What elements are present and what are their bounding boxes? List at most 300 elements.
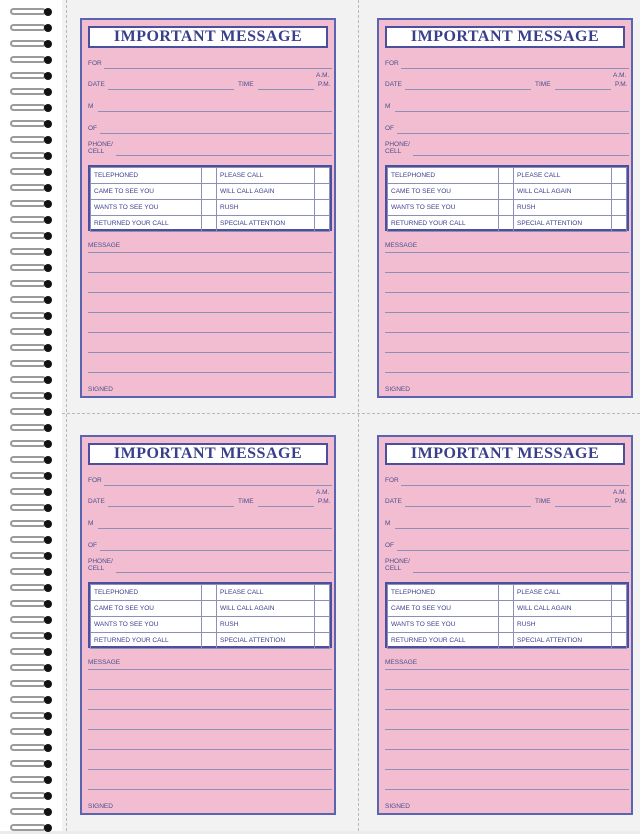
message-label: MESSAGE <box>385 659 418 666</box>
punch-hole <box>44 744 52 752</box>
spiral-coil <box>8 678 54 690</box>
punch-hole <box>44 360 52 368</box>
punch-hole <box>44 232 52 240</box>
punch-hole <box>44 536 52 544</box>
message-line[interactable] <box>385 749 629 750</box>
message-line[interactable] <box>385 292 629 293</box>
spiral-coil <box>8 22 54 34</box>
coil-wire <box>10 760 46 767</box>
check-option-label: CAME TO SEE YOU <box>91 184 202 200</box>
vertical-perforation <box>358 0 359 831</box>
spiral-coil <box>8 198 54 210</box>
date-label: DATE <box>88 498 105 505</box>
coil-wire <box>10 152 46 159</box>
check-option-label: SPECIAL ATTENTION <box>514 633 612 649</box>
spiral-coil <box>8 230 54 242</box>
message-line[interactable] <box>88 252 332 253</box>
spiral-coil <box>8 470 54 482</box>
for-line[interactable] <box>104 485 332 486</box>
message-line[interactable] <box>88 352 332 353</box>
m-label: M <box>88 103 94 110</box>
spiral-coil <box>8 454 54 466</box>
check-box[interactable] <box>612 184 627 200</box>
check-box[interactable] <box>612 585 627 601</box>
signed-label: SIGNED <box>385 803 410 810</box>
punch-hole <box>44 776 52 784</box>
message-line[interactable] <box>385 709 629 710</box>
check-box[interactable] <box>499 168 514 184</box>
time-line[interactable] <box>258 89 314 90</box>
check-option-label: TELEPHONED <box>91 585 202 601</box>
slip-title: IMPORTANT MESSAGE <box>385 443 625 465</box>
coil-wire <box>10 648 46 655</box>
message-slip <box>377 435 633 815</box>
spiral-coil <box>8 758 54 770</box>
check-option-label: RETURNED YOUR CALL <box>388 633 499 649</box>
message-line[interactable] <box>88 312 332 313</box>
checkbox-row <box>388 168 627 184</box>
signed-label: SIGNED <box>385 386 410 393</box>
spiral-coil <box>8 262 54 274</box>
date-line[interactable] <box>405 89 531 90</box>
spiral-coil <box>8 406 54 418</box>
check-option-label: PLEASE CALL <box>217 585 315 601</box>
checkbox-row <box>388 601 627 617</box>
punch-hole <box>44 56 52 64</box>
check-option-label: TELEPHONED <box>91 168 202 184</box>
coil-wire <box>10 472 46 479</box>
time-label: TIME <box>238 498 254 505</box>
coil-wire <box>10 680 46 687</box>
coil-wire <box>10 184 46 191</box>
spiral-coil <box>8 774 54 786</box>
punch-hole <box>44 280 52 288</box>
punch-hole <box>44 440 52 448</box>
time-label: TIME <box>535 498 551 505</box>
check-box[interactable] <box>499 633 514 649</box>
check-option-label: CAME TO SEE YOU <box>388 184 499 200</box>
punch-hole <box>44 552 52 560</box>
message-slip <box>377 18 633 398</box>
for-line[interactable] <box>401 485 629 486</box>
punch-hole <box>44 472 52 480</box>
signed-label: SIGNED <box>88 386 113 393</box>
spiral-coil <box>8 6 54 18</box>
coil-wire <box>10 616 46 623</box>
spiral-coil <box>8 390 54 402</box>
coil-wire <box>10 440 46 447</box>
coil-wire <box>10 824 46 831</box>
check-box[interactable] <box>315 184 330 200</box>
message-line[interactable] <box>385 272 629 273</box>
spiral-coil <box>8 822 54 834</box>
punch-hole <box>44 216 52 224</box>
check-option-label: CAME TO SEE YOU <box>388 601 499 617</box>
coil-wire <box>10 424 46 431</box>
horizontal-perforation <box>62 413 640 414</box>
spiral-coil <box>8 166 54 178</box>
spiral-coil <box>8 54 54 66</box>
check-option-label: SPECIAL ATTENTION <box>217 216 315 232</box>
spiral-coil <box>8 182 54 194</box>
for-label: FOR <box>88 477 102 484</box>
coil-wire <box>10 312 46 319</box>
check-box[interactable] <box>202 216 217 232</box>
cell-label: CELL <box>385 148 402 155</box>
coil-wire <box>10 104 46 111</box>
check-box[interactable] <box>202 200 217 216</box>
coil-wire <box>10 744 46 751</box>
message-line[interactable] <box>385 252 629 253</box>
punch-hole <box>44 664 52 672</box>
punch-hole <box>44 120 52 128</box>
check-option-label: RUSH <box>217 617 315 633</box>
phone-label: PHONE/ <box>88 141 113 148</box>
coil-wire <box>10 216 46 223</box>
of-line[interactable] <box>397 550 629 551</box>
punch-hole <box>44 728 52 736</box>
coil-wire <box>10 168 46 175</box>
coil-wire <box>10 632 46 639</box>
punch-hole <box>44 248 52 256</box>
m-label: M <box>88 520 94 527</box>
coil-wire <box>10 696 46 703</box>
spiral-coil <box>8 86 54 98</box>
of-line[interactable] <box>100 550 332 551</box>
date-label: DATE <box>385 81 402 88</box>
coil-wire <box>10 808 46 815</box>
spiral-coil <box>8 502 54 514</box>
check-option-label: RETURNED YOUR CALL <box>91 216 202 232</box>
spiral-coil <box>8 806 54 818</box>
check-option-label: CAME TO SEE YOU <box>91 601 202 617</box>
spiral-coil <box>8 278 54 290</box>
phone-line[interactable] <box>413 572 629 573</box>
spiral-coil <box>8 790 54 802</box>
checkbox-row <box>388 200 627 216</box>
date-label: DATE <box>385 498 402 505</box>
check-box[interactable] <box>202 168 217 184</box>
spiral-coil <box>8 486 54 498</box>
message-line[interactable] <box>385 729 629 730</box>
pm-label: P.M. <box>318 498 331 505</box>
m-line[interactable] <box>395 528 629 529</box>
spiral-coil <box>8 326 54 338</box>
check-box[interactable] <box>202 184 217 200</box>
check-box[interactable] <box>202 633 217 649</box>
coil-wire <box>10 264 46 271</box>
check-option-label: WILL CALL AGAIN <box>514 601 612 617</box>
cell-label: CELL <box>385 565 402 572</box>
m-line[interactable] <box>98 111 332 112</box>
spiral-coil <box>8 598 54 610</box>
coil-wire <box>10 408 46 415</box>
check-option-label: WANTS TO SEE YOU <box>91 617 202 633</box>
punch-hole <box>44 152 52 160</box>
check-box[interactable] <box>202 617 217 633</box>
spiral-coil <box>8 150 54 162</box>
checkbox-grid <box>385 165 629 231</box>
punch-hole <box>44 200 52 208</box>
check-option-label: WILL CALL AGAIN <box>217 184 315 200</box>
check-box[interactable] <box>315 216 330 232</box>
punch-hole <box>44 296 52 304</box>
checkbox-row <box>91 585 330 601</box>
punch-hole <box>44 488 52 496</box>
check-box[interactable] <box>612 200 627 216</box>
check-box[interactable] <box>612 168 627 184</box>
message-line[interactable] <box>88 709 332 710</box>
spiral-coil <box>8 102 54 114</box>
checkbox-row <box>91 184 330 200</box>
message-line[interactable] <box>385 352 629 353</box>
pm-label: P.M. <box>318 81 331 88</box>
coil-wire <box>10 536 46 543</box>
punch-hole <box>44 568 52 576</box>
checkbox-row <box>388 633 627 649</box>
checkbox-row <box>388 216 627 232</box>
message-line[interactable] <box>385 789 629 790</box>
check-box[interactable] <box>612 216 627 232</box>
coil-wire <box>10 248 46 255</box>
coil-wire <box>10 552 46 559</box>
punch-hole <box>44 760 52 768</box>
m-line[interactable] <box>98 528 332 529</box>
date-label: DATE <box>88 81 105 88</box>
message-line[interactable] <box>88 749 332 750</box>
of-label: OF <box>88 542 98 549</box>
check-box[interactable] <box>315 601 330 617</box>
coil-wire <box>10 72 46 79</box>
message-label: MESSAGE <box>88 242 121 249</box>
check-box[interactable] <box>612 617 627 633</box>
punch-hole <box>44 184 52 192</box>
spiral-coil <box>8 662 54 674</box>
check-option-label: RUSH <box>514 617 612 633</box>
coil-wire <box>10 392 46 399</box>
punch-hole <box>44 584 52 592</box>
slip-title: IMPORTANT MESSAGE <box>88 443 328 465</box>
check-box[interactable] <box>315 168 330 184</box>
checkbox-grid <box>385 582 629 648</box>
check-box[interactable] <box>499 200 514 216</box>
checkbox-row <box>91 168 330 184</box>
spiral-coil <box>8 646 54 658</box>
spiral-coil <box>8 358 54 370</box>
coil-wire <box>10 712 46 719</box>
for-line[interactable] <box>401 68 629 69</box>
punch-hole <box>44 264 52 272</box>
coil-wire <box>10 728 46 735</box>
punch-hole <box>44 376 52 384</box>
message-slip <box>80 435 336 815</box>
coil-wire <box>10 600 46 607</box>
check-box[interactable] <box>315 633 330 649</box>
m-label: M <box>385 103 391 110</box>
check-box[interactable] <box>499 184 514 200</box>
m-line[interactable] <box>395 111 629 112</box>
punch-hole <box>44 408 52 416</box>
checkbox-grid <box>88 165 332 231</box>
spiral-coil <box>8 246 54 258</box>
coil-wire <box>10 280 46 287</box>
punch-hole <box>44 616 52 624</box>
check-box[interactable] <box>499 585 514 601</box>
check-option-label: SPECIAL ATTENTION <box>514 216 612 232</box>
spiral-coil <box>8 342 54 354</box>
check-box[interactable] <box>499 216 514 232</box>
punch-hole <box>44 712 52 720</box>
punch-hole <box>44 344 52 352</box>
checkbox-row <box>91 216 330 232</box>
message-line[interactable] <box>88 669 332 670</box>
message-line[interactable] <box>88 372 332 373</box>
check-option-label: WILL CALL AGAIN <box>217 601 315 617</box>
pm-label: P.M. <box>615 81 628 88</box>
time-line[interactable] <box>555 506 611 507</box>
check-option-label: WANTS TO SEE YOU <box>91 200 202 216</box>
coil-wire <box>10 8 46 15</box>
punch-hole <box>44 648 52 656</box>
coil-wire <box>10 136 46 143</box>
spiral-coil <box>8 118 54 130</box>
check-box[interactable] <box>499 601 514 617</box>
message-line[interactable] <box>88 729 332 730</box>
spiral-coil <box>8 134 54 146</box>
am-label: A.M. <box>316 489 330 496</box>
check-box[interactable] <box>612 633 627 649</box>
checkbox-row <box>388 184 627 200</box>
phone-label: PHONE/ <box>88 558 113 565</box>
spiral-coil <box>8 214 54 226</box>
coil-wire <box>10 360 46 367</box>
checkbox-row <box>91 633 330 649</box>
spiral-coil <box>8 310 54 322</box>
phone-line[interactable] <box>413 155 629 156</box>
punch-hole <box>44 8 52 16</box>
spiral-coil <box>8 70 54 82</box>
coil-wire <box>10 24 46 31</box>
coil-wire <box>10 488 46 495</box>
time-line[interactable] <box>258 506 314 507</box>
check-option-label: RETURNED YOUR CALL <box>388 216 499 232</box>
spiral-binding <box>0 0 62 831</box>
punch-hole <box>44 328 52 336</box>
check-option-label: PLEASE CALL <box>217 168 315 184</box>
phone-line[interactable] <box>116 155 332 156</box>
check-box[interactable] <box>315 585 330 601</box>
checkbox-row <box>91 601 330 617</box>
check-option-label: WANTS TO SEE YOU <box>388 617 499 633</box>
check-box[interactable] <box>202 585 217 601</box>
check-option-label: RUSH <box>514 200 612 216</box>
message-line[interactable] <box>88 272 332 273</box>
spiral-coil <box>8 422 54 434</box>
phone-label: PHONE/ <box>385 558 410 565</box>
of-label: OF <box>385 542 395 549</box>
spiral-coil <box>8 630 54 642</box>
signed-label: SIGNED <box>88 803 113 810</box>
punch-hole <box>44 696 52 704</box>
punch-hole <box>44 24 52 32</box>
time-label: TIME <box>535 81 551 88</box>
punch-hole <box>44 136 52 144</box>
message-line[interactable] <box>385 769 629 770</box>
message-line[interactable] <box>385 689 629 690</box>
time-line[interactable] <box>555 89 611 90</box>
left-perforation <box>66 0 67 831</box>
check-option-label: TELEPHONED <box>388 168 499 184</box>
punch-hole <box>44 72 52 80</box>
spiral-coil <box>8 550 54 562</box>
punch-hole <box>44 792 52 800</box>
spiral-coil <box>8 38 54 50</box>
am-label: A.M. <box>613 72 627 79</box>
date-line[interactable] <box>108 89 234 90</box>
of-line[interactable] <box>100 133 332 134</box>
check-box[interactable] <box>315 617 330 633</box>
message-line[interactable] <box>385 332 629 333</box>
slip-title: IMPORTANT MESSAGE <box>385 26 625 48</box>
m-label: M <box>385 520 391 527</box>
coil-wire <box>10 56 46 63</box>
spiral-coil <box>8 566 54 578</box>
for-label: FOR <box>88 60 102 67</box>
for-line[interactable] <box>104 68 332 69</box>
of-label: OF <box>385 125 395 132</box>
cell-label: CELL <box>88 148 105 155</box>
check-box[interactable] <box>202 601 217 617</box>
spiral-coil <box>8 294 54 306</box>
of-line[interactable] <box>397 133 629 134</box>
spiral-coil <box>8 742 54 754</box>
spiral-coil <box>8 694 54 706</box>
date-line[interactable] <box>405 506 531 507</box>
coil-wire <box>10 200 46 207</box>
punch-hole <box>44 680 52 688</box>
coil-wire <box>10 344 46 351</box>
coil-wire <box>10 376 46 383</box>
check-box[interactable] <box>315 200 330 216</box>
check-box[interactable] <box>612 601 627 617</box>
phone-line[interactable] <box>116 572 332 573</box>
check-box[interactable] <box>499 617 514 633</box>
coil-wire <box>10 520 46 527</box>
spiral-coil <box>8 710 54 722</box>
punch-hole <box>44 504 52 512</box>
message-label: MESSAGE <box>88 659 121 666</box>
check-option-label: RETURNED YOUR CALL <box>91 633 202 649</box>
coil-wire <box>10 792 46 799</box>
message-line[interactable] <box>88 769 332 770</box>
message-line[interactable] <box>385 312 629 313</box>
punch-hole <box>44 312 52 320</box>
date-line[interactable] <box>108 506 234 507</box>
punch-hole <box>44 600 52 608</box>
punch-hole <box>44 392 52 400</box>
time-label: TIME <box>238 81 254 88</box>
coil-wire <box>10 584 46 591</box>
message-line[interactable] <box>385 669 629 670</box>
message-line[interactable] <box>88 789 332 790</box>
message-line[interactable] <box>88 332 332 333</box>
message-line[interactable] <box>385 372 629 373</box>
message-line[interactable] <box>88 689 332 690</box>
of-label: OF <box>88 125 98 132</box>
coil-wire <box>10 296 46 303</box>
message-line[interactable] <box>88 292 332 293</box>
check-option-label: TELEPHONED <box>388 585 499 601</box>
